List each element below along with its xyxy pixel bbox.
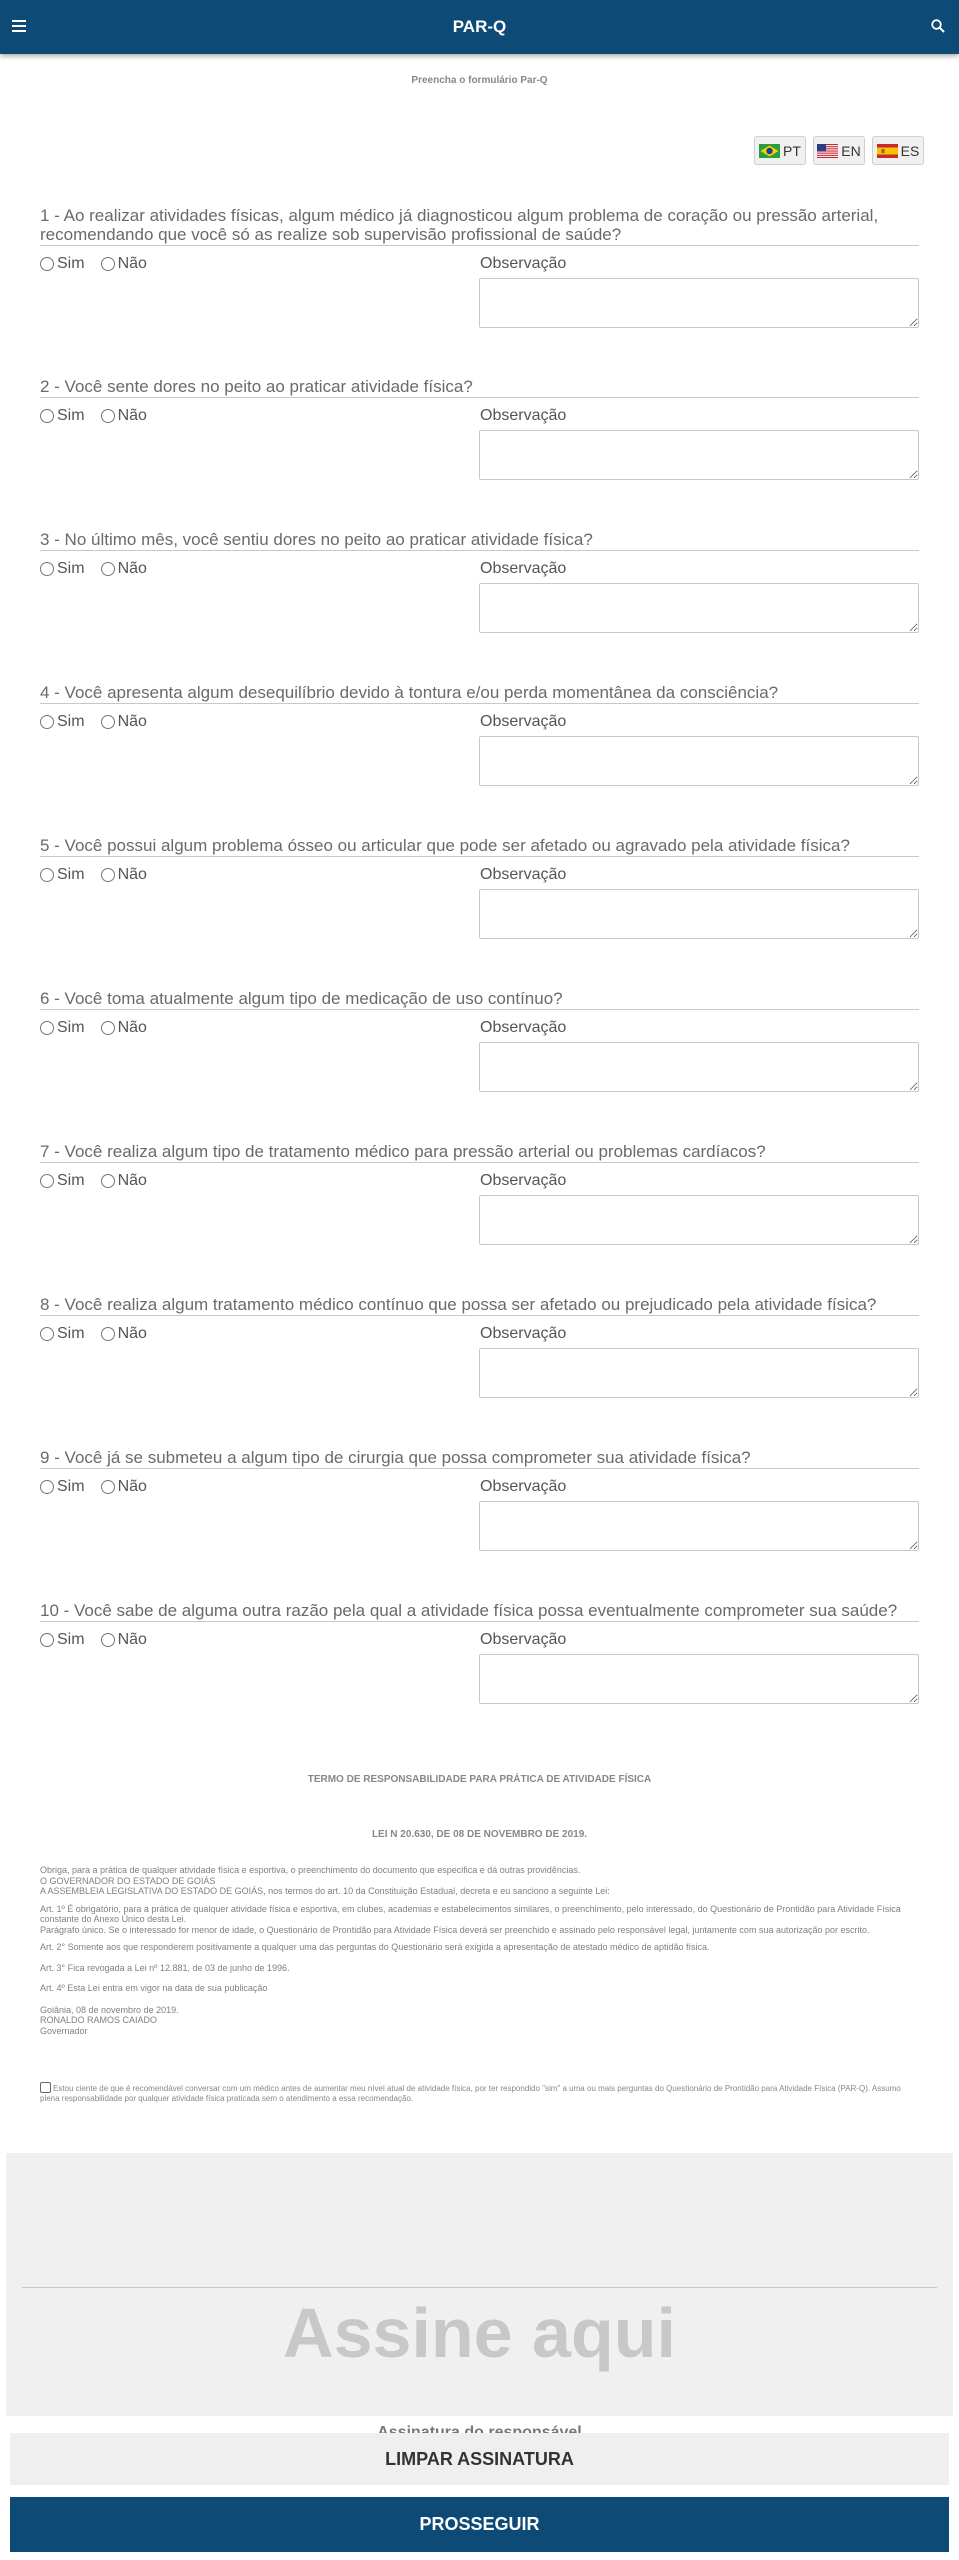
clear-signature-button[interactable]: LIMPAR ASSINATURA xyxy=(10,2433,949,2485)
law-title: LEI N 20.630, DE 08 DE NOVEMBRO DE 2019. xyxy=(371,1829,588,1840)
observation-input[interactable] xyxy=(479,736,919,786)
question-text: 9 - Você já se submeteu a algum tipo de cirurgia que possa comprometer sua atividade física? xyxy=(40,1448,919,1469)
terms-art1: Art. 1º É obrigatório, para a prática de qualquer atividade física e esportiva, em clubes, academias e estabelecimentos similares, o preenchimento, pelo interessado, do Questionário de Prontidão para Atividade Física constante do Anexo Único desta Lei. xyxy=(40,1903,901,1924)
observation-input[interactable] xyxy=(479,278,919,328)
radio-yes[interactable] xyxy=(40,562,54,576)
observation-input[interactable] xyxy=(479,889,919,939)
question-text: 4 - Você apresenta algum desequilíbrio devido à tontura e/ou perda momentânea da consciência? xyxy=(40,683,919,704)
observation-input[interactable] xyxy=(479,430,919,480)
observation-label: Observação xyxy=(480,1325,567,1342)
page-title: PAR-Q xyxy=(452,17,507,36)
spain-flag-icon xyxy=(877,144,898,158)
signature-line xyxy=(22,2287,937,2288)
radio-no[interactable] xyxy=(101,1480,115,1494)
terms-sign-name: RONALDO RAMOS CAIADO xyxy=(40,2015,158,2025)
brazil-flag-icon xyxy=(759,144,780,158)
agreement xyxy=(40,2082,919,2104)
answer-no[interactable] xyxy=(101,255,147,273)
radio-yes[interactable] xyxy=(40,1021,54,1035)
no-label: Não xyxy=(117,1631,147,1648)
terms-sign-role: Governador xyxy=(40,2025,88,2036)
question-text: 8 - Você realiza algum tratamento médico contínuo que possa ser afetado ou prejudicado pela atividade física? xyxy=(40,1295,919,1316)
terms-art2: Art. 2° Somente aos que responderem positivamente a qualquer uma das perguntas do Questionário será exigida a apresentação de atestado médico de aptidão física. xyxy=(40,1942,710,1952)
answer-yes[interactable] xyxy=(40,1631,85,1649)
terms-art3: Art. 3° Fica revogada a Lei nº 12.881, de 03 de junho de 1996. xyxy=(40,1962,290,1973)
question-text: 3 - No último mês, você sentiu dores no peito ao praticar atividade física? xyxy=(40,530,919,551)
radio-no[interactable] xyxy=(101,715,115,729)
question-6 xyxy=(40,989,919,1037)
observation-label: Observação xyxy=(480,1172,567,1189)
search-icon[interactable] xyxy=(931,19,945,33)
radio-no[interactable] xyxy=(101,1327,115,1341)
answer-yes[interactable] xyxy=(40,560,85,578)
radio-yes[interactable] xyxy=(40,715,54,729)
yes-label: Sim xyxy=(57,1172,85,1189)
radio-no[interactable] xyxy=(101,409,115,423)
yes-label: Sim xyxy=(57,1478,85,1495)
radio-yes[interactable] xyxy=(40,1327,54,1341)
agreement-text: Estou ciente de que é recomendável conversar com um médico antes de aumentar meu nível atual de atividade física, por ter respondido "sim" a uma ou mais perguntas do Questionário de Prontidão para Atividade Física (PAR-Q). Assumo plena responsabilidade por qualquer atividade física praticada sem o atendimento a essa recomendação. xyxy=(40,2084,901,2103)
no-label: Não xyxy=(117,1325,147,1342)
yes-label: Sim xyxy=(57,560,85,577)
yes-label: Sim xyxy=(57,255,85,272)
form-instruction: Preencha o formulário Par-Q xyxy=(411,75,548,86)
no-label: Não xyxy=(117,255,147,272)
radio-yes[interactable] xyxy=(40,1633,54,1647)
no-label: Não xyxy=(117,866,147,883)
radio-yes[interactable] xyxy=(40,257,54,271)
answer-no[interactable] xyxy=(101,1325,147,1343)
question-text: 1 - Ao realizar atividades físicas, algum médico já diagnosticou algum problema de coração ou pressão arterial, recomendando que você só as realize sob supervisão profissional de saúde? xyxy=(40,206,919,246)
proceed-button[interactable]: PROSSEGUIR xyxy=(10,2497,949,2552)
question-3 xyxy=(40,530,919,578)
question-7 xyxy=(40,1142,919,1190)
observation-input[interactable] xyxy=(479,1042,919,1092)
language-code: EN xyxy=(841,142,861,159)
answer-no[interactable] xyxy=(101,866,147,884)
answer-no[interactable] xyxy=(101,407,147,425)
answer-yes[interactable] xyxy=(40,1478,85,1496)
answer-no[interactable] xyxy=(101,1019,147,1037)
question-8 xyxy=(40,1295,919,1343)
observation-input[interactable] xyxy=(479,1654,919,1704)
radio-yes[interactable] xyxy=(40,1174,54,1188)
language-selector xyxy=(754,136,924,165)
yes-label: Sim xyxy=(57,866,85,883)
question-text: 6 - Você toma atualmente algum tipo de medicação de uso contínuo? xyxy=(40,989,919,1010)
observation-input[interactable] xyxy=(479,1501,919,1551)
answer-no[interactable] xyxy=(101,1631,147,1649)
no-label: Não xyxy=(117,407,147,424)
no-label: Não xyxy=(117,1172,147,1189)
answer-yes[interactable] xyxy=(40,713,85,731)
terms-intro-3: A ASSEMBLEIA LEGISLATIVA DO ESTADO DE GOIÁS, nos termos do art. 10 da Constituição Estadual, decreta e eu sanciono a seguinte Lei: xyxy=(40,1886,610,1896)
no-label: Não xyxy=(117,1019,147,1036)
language-button-en[interactable] xyxy=(813,136,865,165)
answer-yes[interactable] xyxy=(40,407,85,425)
observation-label: Observação xyxy=(480,255,567,272)
no-label: Não xyxy=(117,713,147,730)
terms-body xyxy=(40,1865,919,2036)
observation-label: Observação xyxy=(480,1478,567,1495)
terms-title: TERMO DE RESPONSABILIDADE PARA PRÁTICA DE ATIVIDADE FÍSICA xyxy=(307,1774,652,1785)
observation-label: Observação xyxy=(480,713,567,730)
yes-label: Sim xyxy=(57,1325,85,1342)
radio-no[interactable] xyxy=(101,868,115,882)
signature-placeholder: Assine aqui xyxy=(283,2294,676,2372)
language-code: PT xyxy=(783,142,801,159)
radio-no[interactable] xyxy=(101,257,115,271)
answer-no[interactable] xyxy=(101,1478,147,1496)
observation-input[interactable] xyxy=(479,1348,919,1398)
no-label: Não xyxy=(117,560,147,577)
no-label: Não xyxy=(117,1478,147,1495)
answer-yes[interactable] xyxy=(40,255,85,273)
answer-no[interactable] xyxy=(101,560,147,578)
question-text: 2 - Você sente dores no peito ao praticar atividade física? xyxy=(40,377,919,398)
question-2 xyxy=(40,377,919,425)
terms-art4: Art. 4º Esta Lei entra em vigor na data de sua publicação xyxy=(40,1983,268,1993)
radio-no[interactable] xyxy=(101,1633,115,1647)
radio-yes[interactable] xyxy=(40,409,54,423)
yes-label: Sim xyxy=(57,1019,85,1036)
question-10 xyxy=(40,1601,919,1649)
question-text: 10 - Você sabe de alguma outra razão pela qual a atividade física possa eventualmente comprometer sua saúde? xyxy=(40,1601,919,1622)
terms-art1-paragraph: Parágrafo único. Se o interessado for menor de idade, o Questionário de Prontidão para Atividade Física deverá ser preenchido e assinado pelo responsável legal, juntamente com sua autorização por escrito. xyxy=(40,1924,870,1935)
question-text: 5 - Você possui algum problema ósseo ou articular que pode ser afetado ou agravado pela atividade física? xyxy=(40,836,919,857)
observation-label: Observação xyxy=(480,1631,567,1648)
usa-flag-icon xyxy=(817,144,838,158)
answer-no[interactable] xyxy=(101,713,147,731)
question-text: 7 - Você realiza algum tipo de tratamento médico para pressão arterial ou problemas cardíacos? xyxy=(40,1142,919,1163)
answer-yes[interactable] xyxy=(40,866,85,884)
radio-no[interactable] xyxy=(101,1174,115,1188)
yes-label: Sim xyxy=(57,407,85,424)
answer-yes[interactable] xyxy=(40,1172,85,1190)
top-app-bar xyxy=(0,0,959,54)
signature-pad[interactable] xyxy=(6,2153,953,2416)
answer-no[interactable] xyxy=(101,1172,147,1190)
observation-label: Observação xyxy=(480,560,567,577)
observation-label: Observação xyxy=(480,407,567,424)
terms-intro-1: Obriga, para a prática de qualquer atividade física e esportiva, o preenchimento do documento que especifica e dá outras providências. xyxy=(40,1865,581,1875)
observation-label: Observação xyxy=(480,866,567,883)
question-9 xyxy=(40,1448,919,1496)
question-1 xyxy=(40,206,919,273)
radio-no[interactable] xyxy=(101,562,115,576)
terms-sign-date: Goiânia, 08 de novembro de 2019. xyxy=(40,2004,179,2015)
observation-input[interactable] xyxy=(479,1195,919,1245)
question-4 xyxy=(40,683,919,731)
terms-intro-2: O GOVERNADOR DO ESTADO DE GOIÁS xyxy=(40,1875,216,1886)
observation-input[interactable] xyxy=(479,583,919,633)
answer-yes[interactable] xyxy=(40,1325,85,1343)
observation-label: Observação xyxy=(480,1019,567,1036)
answer-yes[interactable] xyxy=(40,1019,85,1037)
language-button-pt[interactable] xyxy=(754,136,806,165)
radio-yes[interactable] xyxy=(40,1480,54,1494)
yes-label: Sim xyxy=(57,713,85,730)
radio-yes[interactable] xyxy=(40,868,54,882)
question-5 xyxy=(40,836,919,884)
yes-label: Sim xyxy=(57,1631,85,1648)
language-code: ES xyxy=(900,142,920,159)
language-button-es[interactable] xyxy=(872,136,924,165)
radio-no[interactable] xyxy=(101,1021,115,1035)
agreement-checkbox[interactable] xyxy=(40,2082,51,2093)
